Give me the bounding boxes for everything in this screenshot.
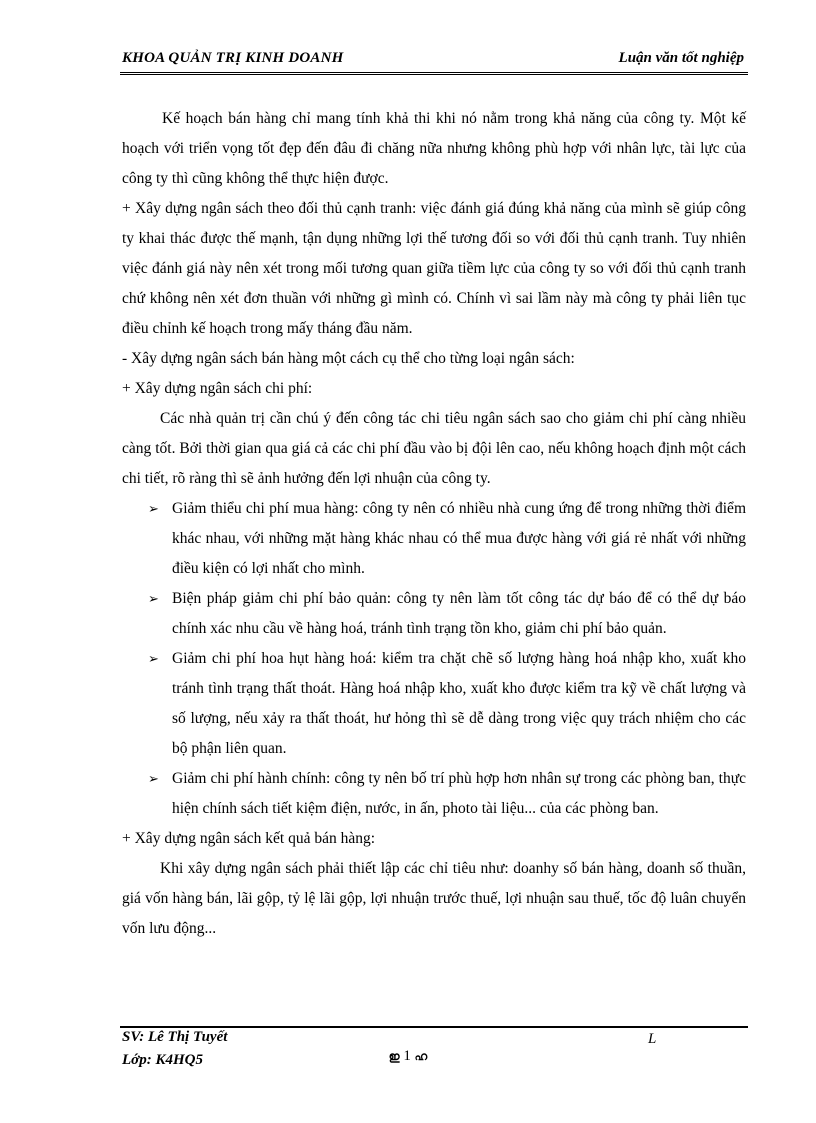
bullet-text: Giảm chi phí hoa hụt hàng hoá: kiểm tra chặt chẽ số lượng hàng hoá nhập kho, xuất kho tránh tình trạng thất thoát. Hàng hoá nhập kho, xuất kho được kiểm tra kỹ về chất lượng và số lượng, nếu xảy ra thất thoát, hư hỏng thì sẽ dễ dàng trong việc quy trách nhiệm cho các bộ phận liên quan. — [172, 650, 746, 757]
header-double-rule — [120, 72, 748, 75]
footer-rule — [120, 1026, 748, 1028]
header-document-type: Luận văn tốt nghiệp — [618, 50, 744, 66]
document-body — [122, 104, 746, 944]
paragraph-budget-detail: - Xây dựng ngân sách bán hàng một cách cụ thể cho từng loại ngân sách: — [122, 350, 575, 367]
paragraph-result-budget: Khi xây dựng ngân sách phải thiết lập các chỉ tiêu như: doanhy số bán hàng, doanh số thuần, giá vốn hàng bán, lãi gộp, tỷ lệ lãi gộp, lợi nhuận trước thuế, lợi nhuận sau thuế, tốc độ luân chuyển vốn lưu động... — [122, 860, 746, 937]
bullet-text: Giảm thiểu chi phí mua hàng: công ty nên có nhiều nhà cung ứng để trong những thời điểm khác nhau, với những mặt hàng khác nhau có thể mua được hàng với giá rẻ nhất với những điều kiện có lợi nhất cho mình. — [172, 500, 746, 577]
ornament-right-icon: ഹ — [414, 1051, 428, 1063]
paragraph-result-budget-heading: + Xây dựng ngân sách kết quả bán hàng: — [122, 830, 376, 847]
bullet-text: Giảm chi phí hành chính: công ty nên bố trí phù hợp hơn nhân sự trong các phòng ban, thực hiện chính sách tiết kiệm điện, nước, in ấn, photo tài liệu... của các phòng ban. — [172, 770, 746, 817]
arrow-bullet-icon: ➢ — [148, 501, 159, 516]
ornament-left-icon: ഇ — [388, 1051, 400, 1063]
footer-right-mark: L — [648, 1031, 657, 1047]
footer-class: Lớp: K4HQ5 — [122, 1052, 203, 1068]
header-faculty: KHOA QUẢN TRỊ KINH DOANH — [122, 50, 344, 66]
arrow-bullet-icon: ➢ — [148, 591, 159, 606]
page-number: 1 — [403, 1048, 411, 1064]
paragraph-sales-plan: Kế hoạch bán hàng chỉ mang tính khả thi khi nó nằm trong khả năng của công ty. Một kế hoạch với triển vọng tốt đẹp đến đâu đi chăng nữa nhưng không phù hợp với nhân lực, tài lực của công ty thì cũng không thể thực hiện được. — [122, 110, 746, 187]
paragraph-competitor-budget: + Xây dựng ngân sách theo đối thủ cạnh tranh: việc đánh giá đúng khả năng của mình sẽ giúp công ty khai thác được thế mạnh, tận dụng những lợi thế tương đối so với đối thủ cạnh tranh. Tuy nhiên việc đánh giá này nên xét trong mối tương quan giữa tiềm lực của công ty so với đối thủ cạnh tranh chứ không nên xét đơn thuần với những gì mình có. Chính vì sai lầm này mà công ty phải liên tục điều chỉnh kế hoạch trong mấy tháng đầu năm. — [122, 200, 746, 337]
bullet-item — [122, 494, 746, 584]
bullet-item — [122, 584, 746, 644]
page-number-block — [0, 1048, 816, 1065]
arrow-bullet-icon: ➢ — [148, 651, 159, 666]
arrow-bullet-icon: ➢ — [148, 771, 159, 786]
bullet-text: Biện pháp giảm chi phí bảo quản: công ty nên làm tốt công tác dự báo để có thể dự báo chính xác nhu cầu về hàng hoá, tránh tình trạng tồn kho, giảm chi phí bảo quản. — [172, 590, 746, 637]
bullet-item — [122, 764, 746, 824]
paragraph-cost-budget-heading: + Xây dựng ngân sách chi phí: — [122, 380, 313, 397]
bullet-item — [122, 644, 746, 764]
footer-student-name: SV: Lê Thị Tuyết — [122, 1029, 228, 1045]
paragraph-cost-budget: Các nhà quản trị cần chú ý đến công tác chi tiêu ngân sách sao cho giảm chi phí càng nhiều càng tốt. Bởi thời gian qua giá cả các chi phí đầu vào bị đội lên cao, nếu không hoạch định một cách chi tiết, rõ ràng thì sẽ ảnh hưởng đến lợi nhuận của công ty. — [122, 410, 746, 487]
